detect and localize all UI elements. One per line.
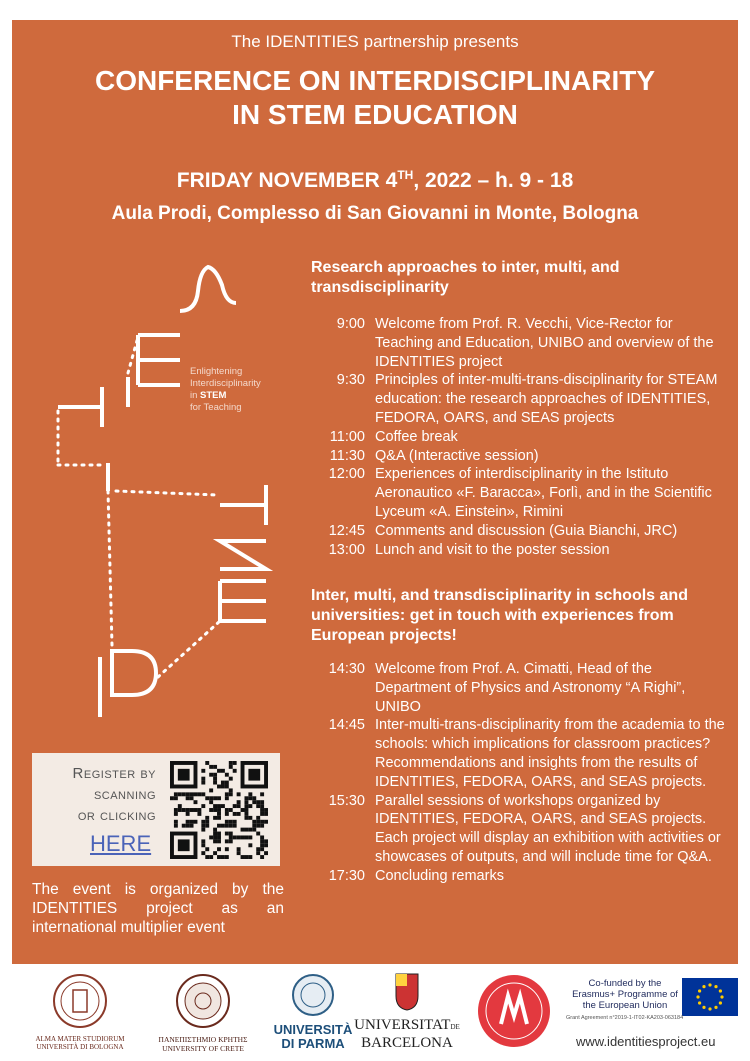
schedule-item: [311, 465, 726, 521]
section-1-title: Research approaches to inter, multi, and transdisciplinarity: [311, 259, 620, 296]
eu-funding-text: Co-funded by the Erasmus+ Programme of the European Union: [572, 978, 678, 1011]
schedule-item: [311, 315, 726, 371]
logo-parma: [268, 972, 358, 1051]
parma-line-1: UNIVERSITÀ: [273, 1022, 353, 1037]
title-line-1: CONFERENCE ON INTERDISCIPLINARITY: [94, 65, 656, 96]
schedule-time: 12:45: [328, 522, 365, 539]
register-line-1: Register by: [72, 765, 156, 782]
schedule-item: [311, 716, 726, 791]
barcelona-shield-icon: [394, 972, 420, 1012]
schedule-item: [311, 792, 726, 867]
logo-letter-n: [220, 541, 266, 569]
barcelona-de: DE: [450, 1023, 460, 1031]
register-box: [32, 753, 280, 866]
register-here-link[interactable]: HERE: [90, 831, 152, 856]
organizer-note: The event is organized by the IDENTITIES project as an international multiplier event: [32, 881, 284, 936]
schedule-time: 9:00: [336, 316, 365, 332]
eu-flag-icon: [682, 978, 738, 1016]
barcelona-universitat: UNIVERSITAT: [354, 1017, 451, 1033]
schedule-time: 14:30: [328, 661, 365, 677]
barcelona-line-1: [352, 1017, 462, 1035]
schedule-description: Principles of inter-multi-trans-disciplinarity for STEAM education: the research approaches of IDENTITIES, FEDORA, OARS, and SEAS projects: [375, 372, 718, 426]
barcelona-line-2: BARCELONA: [361, 1035, 453, 1051]
logo-letter-t1: [220, 485, 266, 525]
red-seal-icon: [475, 972, 553, 1050]
tagline-line-4: for Teaching: [190, 402, 242, 413]
section-2-schedule: [311, 660, 726, 886]
bologna-seal-icon: [51, 972, 109, 1030]
logo-letter-e2: [138, 335, 180, 385]
dotted-connector-3: [116, 491, 218, 495]
logo-tagline: [190, 366, 261, 414]
identities-logo: [30, 255, 310, 755]
title-line-2: IN STEM EDUCATION: [232, 99, 518, 130]
schedule-time: 9:30: [336, 372, 365, 389]
schedule-item: [311, 541, 726, 560]
logo-red-round: [474, 972, 554, 1055]
schedule-time: 11:30: [329, 447, 365, 464]
tagline-in: in: [190, 390, 201, 401]
schedule-item: [311, 371, 726, 427]
schedule-description: Q&A (Interactive session): [375, 447, 539, 464]
schedule-time: 14:45: [328, 717, 365, 734]
crete-seal-icon: [174, 972, 232, 1030]
parma-line-2: DI PARMA: [281, 1036, 345, 1051]
tagline-line-3: [190, 390, 261, 402]
poster: [12, 20, 738, 964]
schedule-item: [311, 522, 726, 541]
grant-agreement: Grant Agreement n°2019-1-IT02-KA203-063184: [566, 1015, 684, 1021]
schedule-description: Lunch and visit to the poster session: [375, 541, 610, 558]
logo-barcelona: [352, 972, 462, 1051]
conference-title: [12, 64, 738, 132]
schedule-description: Parallel sessions of workshops organized by IDENTITIES, FEDORA, OARS, and SEAS projects. Each project will display an exhibition with activities or showcases of outputs, and will include time for Q&A.: [375, 792, 721, 865]
schedule-description: Welcome from Prof. R. Vecchi, Vice-Rector for Teaching and Education, UNIBO and overview of the IDENTITIES project: [375, 316, 714, 370]
date-superscript: TH: [397, 168, 414, 182]
register-line-2: scanning: [93, 786, 156, 803]
dotted-connector-2: [108, 491, 112, 645]
logo-letter-t2: [58, 387, 102, 427]
tagline-line-1: Enlightening: [190, 366, 243, 377]
date-suffix: , 2022 – h. 9 - 18: [413, 169, 574, 192]
section-1-schedule: [311, 315, 726, 559]
event-date: [12, 168, 738, 193]
crete-line-1: ΠΑΝΕΠΙΣΤΗΜΙΟ ΚΡΗΤΗΣ: [158, 1035, 248, 1044]
register-text: [38, 763, 156, 826]
schedule-description: Welcome from Prof. A. Cimatti, Head of the Department of Physics and Astronomy “A Righi”, UNIBO: [375, 661, 686, 715]
tagline-line-2: Interdisciplinarity: [190, 378, 261, 389]
schedule-description: Comments and discussion (Guia Bianchi, JRC): [375, 522, 678, 539]
logo-crete: [148, 972, 258, 1053]
sponsor-footer: [0, 968, 750, 1061]
schedule-time: 12:00: [328, 466, 365, 483]
schedule-time: 17:30: [328, 867, 365, 884]
presents-line: The IDENTITIES partnership presents: [231, 32, 519, 51]
section-2-title: Inter, multi, and transdisciplinarity in schools and universities: get in touch with experiences from European projects!: [311, 587, 688, 644]
schedule-description: Inter-multi-trans-disciplinarity from the academia to the schools: which implications for classroom practices? Recommendations and insights from the results of IDENTITIES, FEDORA, OARS, and SEAS projects.: [375, 717, 725, 790]
schedule-description: Concluding remarks: [375, 867, 504, 884]
schedule-item: [311, 447, 726, 466]
crete-line-2: UNIVERSITY OF CRETE: [162, 1044, 244, 1053]
register-line-3: or clicking: [77, 807, 156, 824]
bologna-line-1: ALMA MATER STUDIORUM: [35, 1035, 125, 1043]
date-prefix: FRIDAY NOVEMBER 4: [176, 169, 398, 192]
schedule-item: [311, 867, 726, 886]
logo-bologna: [30, 972, 130, 1051]
parma-seal-icon: [291, 972, 335, 1018]
logo-letter-s: [180, 267, 236, 311]
qr-code[interactable]: [170, 761, 268, 859]
schedule-time: 13:00: [328, 541, 365, 558]
schedule-item: [311, 660, 726, 716]
tagline-stem: STEM: [200, 390, 227, 401]
schedule-description: Coffee break: [375, 428, 458, 445]
logo-letter-e1: [220, 581, 266, 621]
bologna-line-2: UNIVERSITÀ DI BOLOGNA: [36, 1043, 124, 1051]
logo-letter-d: [112, 651, 156, 695]
schedule-description: Experiences of interdisciplinarity in the Istituto Aeronautico «F. Baracca», Forlì, and in the Scientific Lyceum «A. Einstein», Rimini: [375, 466, 712, 520]
schedule-item: [311, 428, 726, 447]
schedule-time: 11:00: [329, 428, 365, 445]
schedule-time: 15:30: [328, 792, 365, 809]
website-link[interactable]: www.identitiesproject.eu: [576, 1034, 716, 1049]
dotted-connector-1: [158, 621, 220, 677]
event-venue: Aula Prodi, Complesso di San Giovanni in Monte, Bologna: [111, 203, 639, 224]
